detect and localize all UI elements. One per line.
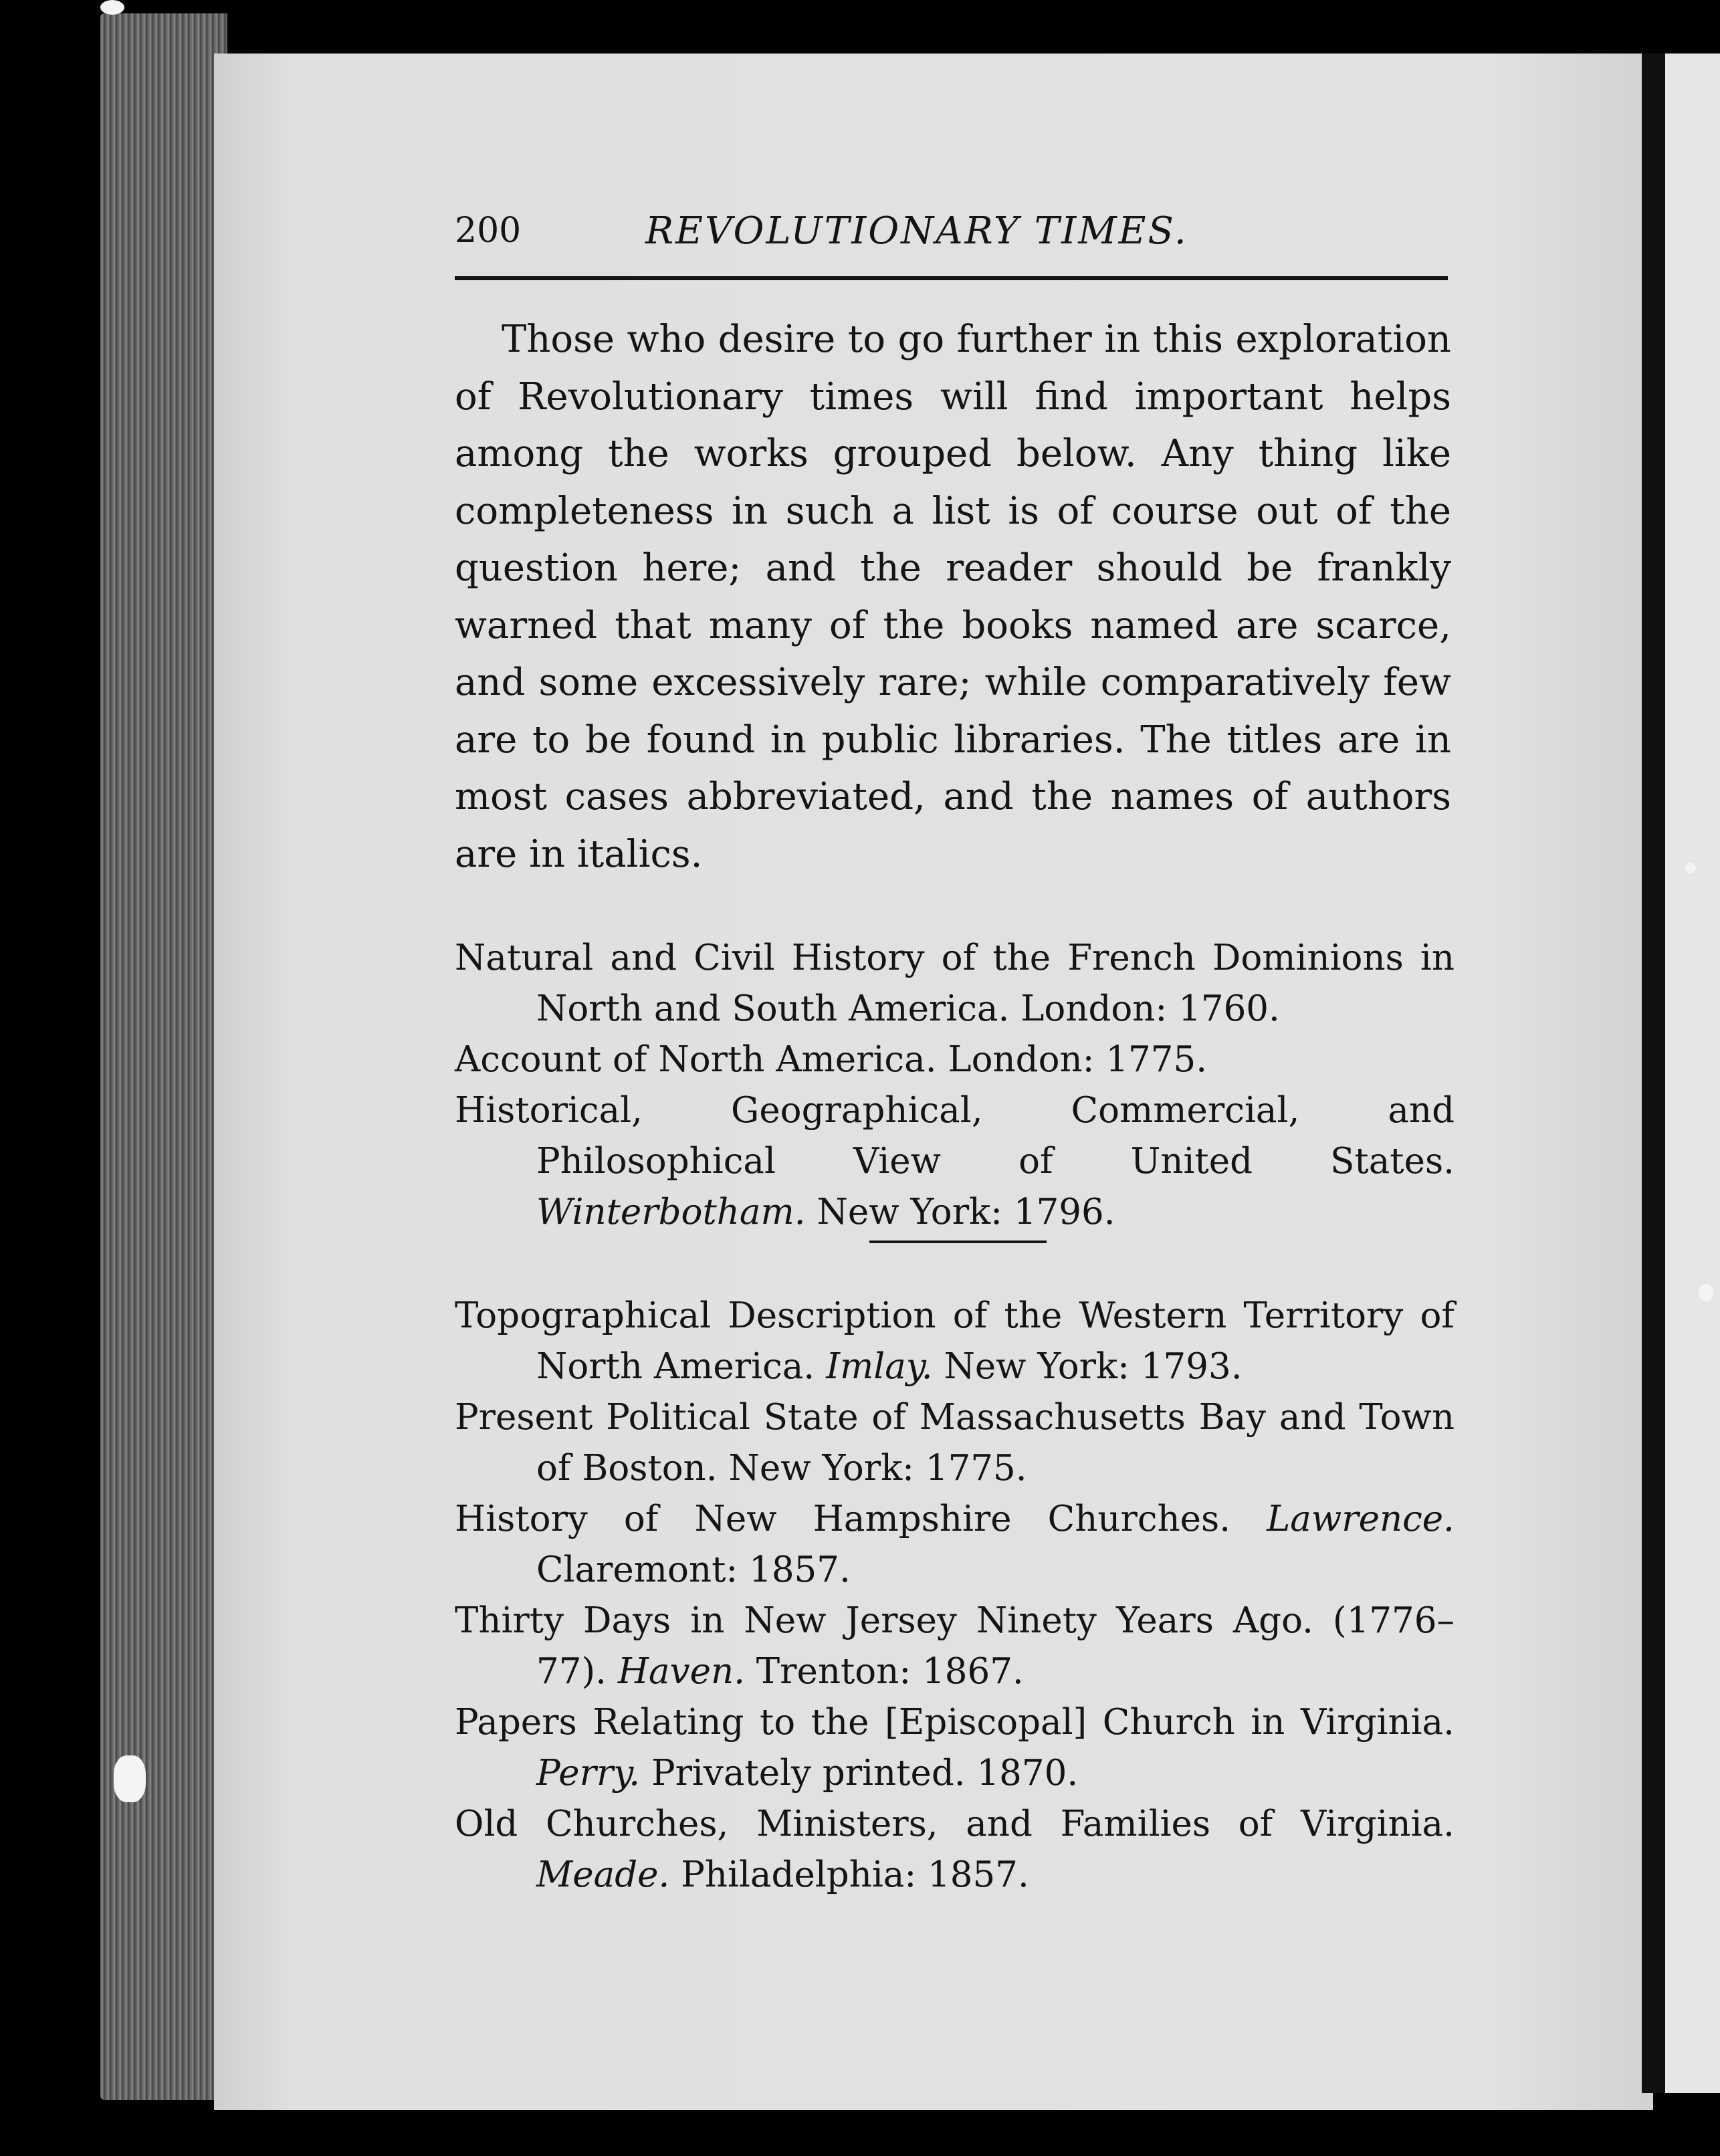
entry-title: Old Churches, Ministers, and Families of Virginia. (455, 1804, 1455, 1844)
page-content (455, 204, 1458, 1895)
bibliography-entry (455, 1035, 1455, 1085)
entry-imprint: London: 1775. (948, 1039, 1208, 1080)
entry-title: Thirty Days in New Jersey Ninety Years Ago. (1776–77). (455, 1600, 1455, 1692)
entry-title: Natural and Civil History of the French Dominions in North and South America. (455, 938, 1455, 1029)
entry-title: Historical, Geographical, Commercial, and Philosophical View of United States. (455, 1090, 1455, 1182)
section-divider (869, 1241, 1047, 1243)
bibliography-entry (455, 1085, 1455, 1238)
entry-title: Papers Relating to the [Episcopal] Church in Virginia. (455, 1702, 1455, 1743)
header-rule (455, 276, 1448, 280)
bibliography-entry (455, 1697, 1455, 1799)
entry-imprint: Claremont: 1857. (536, 1549, 851, 1590)
entry-title: History of New Hampshire Churches. (455, 1499, 1231, 1539)
entry-author: Perry. (536, 1753, 641, 1794)
bibliography-entry (455, 1291, 1455, 1392)
running-title: REVOLUTIONARY TIMES. (645, 209, 1188, 253)
entry-imprint: New York: 1775. (728, 1448, 1027, 1489)
entry-imprint: Privately printed. 1870. (651, 1753, 1079, 1794)
page-number: 200 (455, 211, 522, 251)
entry-imprint: Philadelphia: 1857. (681, 1854, 1029, 1895)
scan-speck (1685, 863, 1696, 873)
entry-title: Account of North America. (455, 1039, 937, 1080)
scan-speck (114, 1755, 146, 1802)
entry-author: Winterbotham. (536, 1192, 806, 1232)
entry-author: Haven. (617, 1651, 745, 1692)
entry-imprint: Trenton: 1867. (756, 1651, 1024, 1692)
entry-title: Present Political State of Massachusetts Bay and Town of Boston. (455, 1397, 1455, 1489)
scan-speck (1699, 1284, 1713, 1301)
bibliography-section-a (455, 933, 1455, 1238)
bibliography-entry (455, 1596, 1455, 1697)
entry-author: Imlay. (826, 1346, 933, 1387)
bibliography-entry (455, 1494, 1455, 1596)
entry-imprint: London: 1760. (1020, 988, 1280, 1029)
page-gutter (1642, 53, 1665, 2093)
entry-title: Topographical Description of the Western Territory of North America. (455, 1295, 1455, 1387)
entry-author: Meade. (536, 1854, 670, 1895)
bibliography-section-b (455, 1291, 1455, 1901)
intro-paragraph: Those who desire to go further in this exploration of Revolutionary times will find important helps among the works grouped below. Any thing like completeness in such a list is of course out of the question here; and the reader should be frankly warned that many of the books named are scarce, and some excessively rare; while comparatively few are to be found in public libraries. The titles are in most cases abbreviated, and the names of authors are in italics. (455, 318, 1451, 876)
bibliography-entry (455, 1392, 1455, 1494)
scan-speck (100, 0, 124, 15)
bibliography-entry (455, 933, 1455, 1035)
entry-author: Lawrence. (1267, 1499, 1455, 1539)
running-header (455, 204, 1458, 257)
facing-page-edge (1665, 53, 1720, 2093)
entry-imprint: New York: 1796. (817, 1192, 1115, 1232)
entry-imprint: New York: 1793. (944, 1346, 1243, 1387)
bibliography-entry (455, 1799, 1455, 1901)
